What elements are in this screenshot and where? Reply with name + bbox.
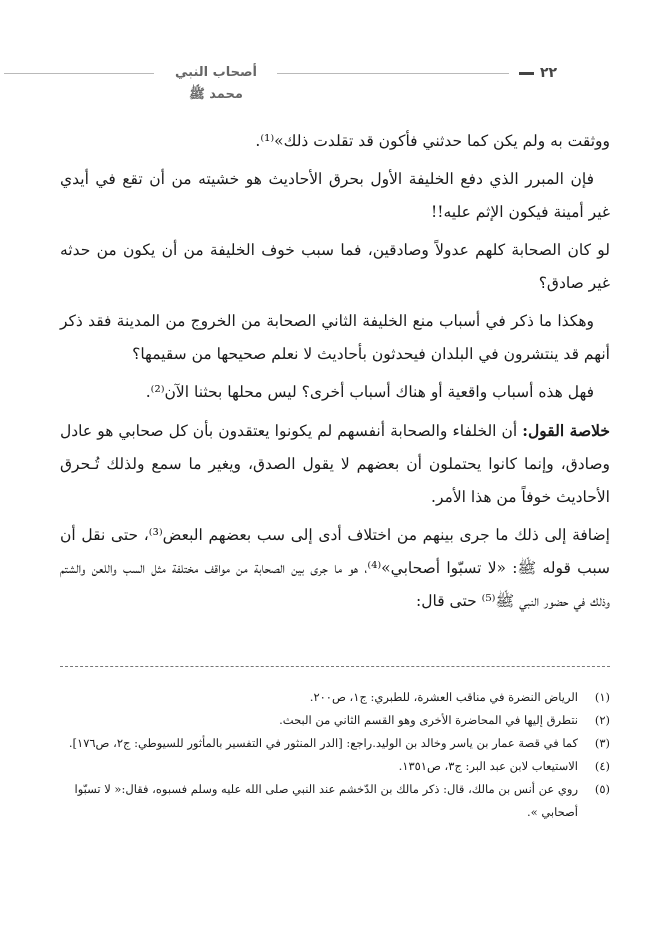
paragraph: إضافة إلى ذلك ما جرى بينهم من اختلاف أدى إلى سب بعضهم البعض⁽³⁾، حتى نقل أن سبب قوله ﷺ: «لا تسبّوا أصحابي»⁽⁴⁾، هو ما جرى بين الصحابة من مواقف مختلفة مثل السب واللعن والشتم وذلك في حضور النبي ﷺ⁽⁵⁾ حتى قال:: [60, 526, 610, 610]
paragraph: ووثقت به ولم يكن كما حدثني فأكون قد تقلدت ذلك»⁽¹⁾.: [255, 132, 610, 150]
page-number: ٢٢: [540, 65, 558, 81]
footnotes: [60, 686, 610, 824]
header-rule-right: [277, 73, 509, 74]
paragraph: فهل هذه أسباب واقعية أو هناك أسباب أخرى؟ ليس محلها بحثنا الآن⁽²⁾.: [145, 383, 594, 401]
footnote-text: روي عن أنس بن مالك، قال: ذكر مالك بن الدّخشم عند النبي صلى الله عليه وسلم فسبوه، فقال:« لا تسبّوا أصحابي ».: [74, 782, 578, 819]
paragraph: فإن المبرر الذي دفع الخليفة الأول بحرق الأحاديث هو خشيته من أن تقع في أيدي غير أمينة فيكون الإثم عليه!!: [60, 170, 610, 221]
header-dash: [519, 72, 534, 75]
book-title: أصحاب النبي محمد ﷺ: [175, 65, 257, 102]
conclusion-label: خلاصة القول:: [522, 421, 610, 440]
footnote: [60, 686, 610, 709]
footnote-number: (٥): [594, 782, 610, 796]
header-rule-left: [4, 73, 154, 74]
footnote: [60, 732, 610, 755]
footnote-text: نتطرق إليها في المحاضرة الأخرى وهو القسم الثاني من البحث.: [279, 713, 578, 727]
conclusion-paragraph: [60, 414, 610, 514]
footnote-text: كما في قصة عمار بن ياسر وخالد بن الوليد.راجع: [الدر المنثور في التفسير بالمأثور للسيوطي: ج٢، ص١٧٦].: [68, 736, 578, 750]
footnote-text: الرياض النضرة في مناقب العشرة، للطبري: ج١، ص٢٠٠.: [309, 690, 578, 704]
footnote-text: الاستيعاب لابن عبد البر: ج٣، ص١٣٥١.: [398, 759, 578, 773]
footnote-separator: [60, 666, 610, 667]
main-text: [60, 125, 610, 623]
conclusion-text: أن الخلفاء والصحابة أنفسهم لم يكونوا يعتقدون بأن كل صحابي هو عادل وصادق، وإنما كانوا يحتملون أن بعضهم لا يقول الصدق، ويغير ما سمع ولذلك تُـحرق الأحاديث خوفاً من هذا الأمر.: [60, 422, 610, 506]
footnote: [60, 709, 610, 732]
paragraph: لو كان الصحابة كلهم عدولاً وصادقين، فما سبب خوف الخليفة من أن يكون من حدثه غير صادق؟: [60, 241, 610, 292]
footnote: [60, 778, 610, 824]
footnote-number: (٤): [594, 759, 610, 773]
running-header: [0, 62, 669, 102]
footnote-number: (٢): [594, 713, 610, 727]
footnote: [60, 755, 610, 778]
footnote-number: (٣): [594, 736, 610, 750]
paragraph: وهكذا ما ذكر في أسباب منع الخليفة الثاني الصحابة من الخروج من المدينة فقد ذكر أنهم قد ينتشرون في البلدان فيحدثون بأحاديث لا نعلم صحيحها من سقيمها؟: [60, 312, 610, 363]
footnote-number: (١): [594, 690, 610, 704]
